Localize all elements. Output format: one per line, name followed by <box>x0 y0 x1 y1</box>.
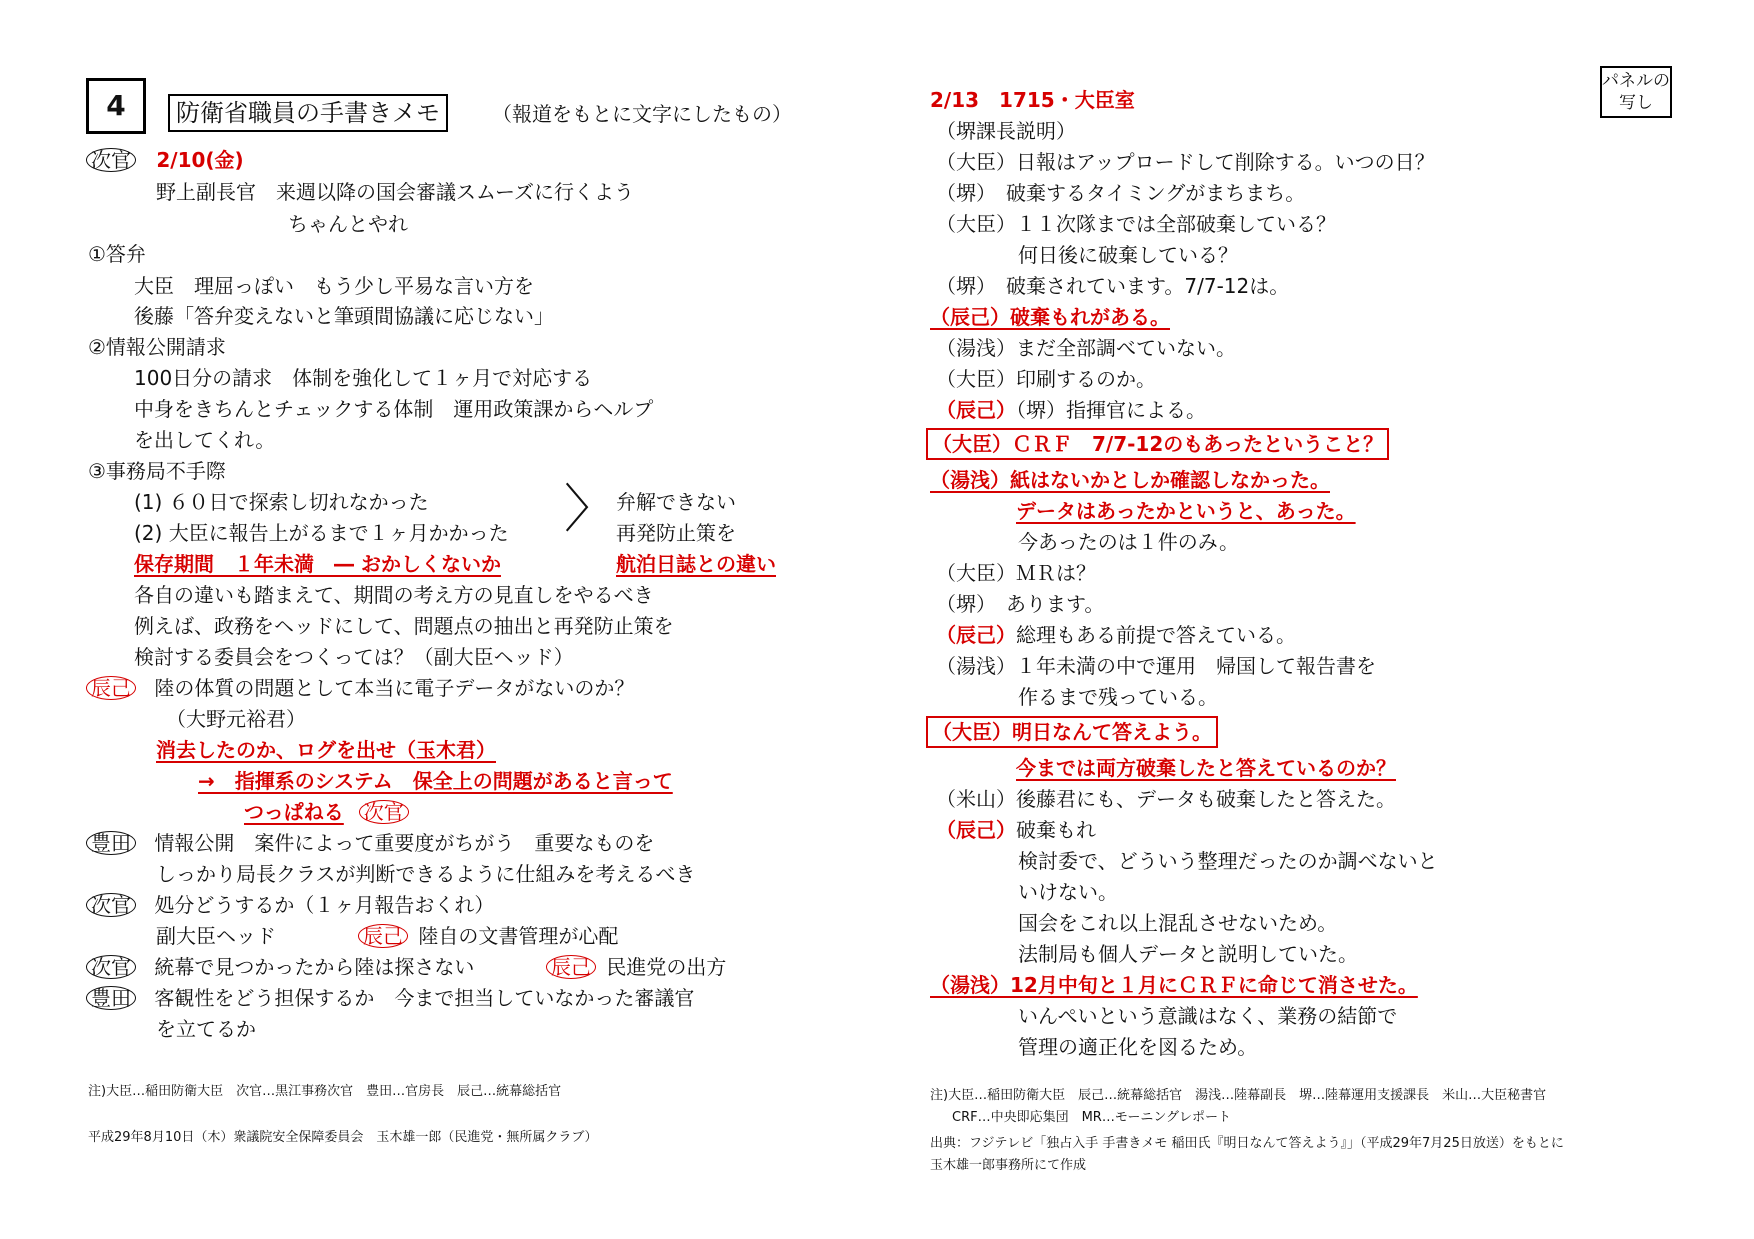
speaker-tatsumi: （辰己） <box>936 398 1016 422</box>
memo-line: (1) ６０日で探索し切れなかった <box>134 490 429 514</box>
section-heading: ①答弁 <box>88 242 146 266</box>
memo-line: （湯浅）まだ全部調べていない。 <box>936 336 1236 360</box>
memo-line: （堺） 破棄されています。7/7-12は。 <box>936 274 1290 298</box>
source-footer: 平成29年8月10日（木）衆議院安全保障委員会 玉木雄一郎（民進党・無所属クラブ） <box>88 1130 598 1145</box>
speaker-toyoda: 豊田 <box>86 831 136 855</box>
date-line <box>86 146 244 174</box>
memo-line: 野上副長官 来週以降の国会審議スムーズに行くよう <box>156 180 634 204</box>
speaker-tatsumi: 辰己 <box>358 924 408 948</box>
source-footer: 玉木雄一郎事務所にて作成 <box>930 1158 1087 1173</box>
memo-line: 検討委で、どういう整理だったのか調べないと <box>1018 849 1438 873</box>
memo-line: （堺課長説明） <box>936 119 1076 143</box>
memo-entry <box>86 674 634 702</box>
red-note: （辰己）破棄もれがある。 <box>930 305 1170 329</box>
memo-line: を立てるか <box>156 1017 256 1041</box>
memo-line: 副大臣ヘッド <box>156 924 276 948</box>
red-note: （湯浅）12月中旬と１月にＣＲＦに命じて消させた。 <box>930 973 1418 997</box>
memo-text: 情報公開 案件によって重要度がちがう 重要なものを <box>154 831 655 855</box>
memo-date: 2/13 1715・大臣室 <box>930 88 1135 112</box>
memo-line: （大臣）印刷するのか。 <box>936 367 1156 391</box>
memo-text: 処分どうするか（１ヶ月報告おくれ） <box>154 893 495 917</box>
page-number: 4 <box>86 78 146 134</box>
memo-line: 再発防止策を <box>616 521 736 545</box>
memo-line: 大臣 理屈っぽい もう少し平易な言い方を <box>134 274 534 298</box>
memo-line: 後藤「答弁変えないと筆頭間協議に応じない」 <box>134 304 554 328</box>
memo-line: （米山）後藤君にも、データも破棄したと答えた。 <box>936 787 1396 811</box>
memo-line: 作るまで残っている。 <box>1018 685 1218 709</box>
memo-line: 管理の適正化を図るため。 <box>1018 1035 1258 1059</box>
memo-line <box>936 621 1296 649</box>
section-heading: ②情報公開請求 <box>88 335 226 359</box>
red-note <box>244 798 409 826</box>
red-note-text: つっぱねる <box>244 800 344 824</box>
memo-entry <box>546 953 726 981</box>
red-note: 消去したのか、ログを出せ（玉木君） <box>156 738 496 762</box>
memo-line: （大野元裕君） <box>166 707 306 731</box>
speaker-tatsumi: （辰己） <box>936 818 1016 842</box>
memo-line: 法制局も個人データと説明していた。 <box>1018 942 1358 966</box>
speaker-jikan: 次官 <box>86 955 136 979</box>
memo-line: 今あったのは１件のみ。 <box>1018 530 1239 554</box>
memo-line: 何日後に破棄している？ <box>1018 243 1238 267</box>
speaker-toyoda: 豊田 <box>86 986 136 1010</box>
red-note: 今までは両方破棄したと答えているのか？ <box>1016 756 1396 780</box>
memo-line: いんぺいという意識はなく、業務の結節で <box>1018 1004 1398 1028</box>
speaker-tatsumi: 辰己 <box>546 955 596 979</box>
memo-text: 陸の体質の問題として本当に電子データがないのか？ <box>154 676 635 700</box>
memo-text: 統幕で見つかったから陸は探さない <box>154 955 475 979</box>
memo-line: 弁解できない <box>616 490 736 514</box>
abbrev-note: CRF…中央即応集団 MR…モーニングレポート <box>952 1110 1232 1125</box>
memo-date: 2/10(金) <box>156 148 244 172</box>
memo-entry <box>86 829 654 857</box>
memo-line: 検討する委員会をつくっては？（副大臣ヘッド） <box>134 645 574 669</box>
red-note: → 指揮系のシステム 保全上の問題があると言って <box>198 769 673 793</box>
document-title: 防衛省職員の手書きメモ <box>168 94 448 132</box>
memo-line <box>936 816 1096 844</box>
memo-line: 国会をこれ以上混乱させないため。 <box>1018 911 1338 935</box>
memo-line: （堺） あります。 <box>936 592 1105 616</box>
memo-line: （大臣）ＭＲは？ <box>936 561 1096 585</box>
red-note: 航泊日誌との違い <box>616 552 776 576</box>
boxed-red-note: （大臣）ＣＲＦ 7/7-12のもあったということ？ <box>926 428 1389 460</box>
memo-entry <box>86 984 694 1012</box>
speaker-jikan: 次官 <box>359 800 409 824</box>
panel-label: パネルの写し <box>1600 66 1672 118</box>
speaker-tatsumi: 辰己 <box>86 676 136 700</box>
abbrev-note: 注)大臣…稲田防衛大臣 辰己…統幕総括官 湯浅…陸幕副長 堺…陸幕運用支援課長 米山…大臣秘書官 <box>930 1088 1547 1103</box>
chevron-right-icon: 〉 <box>564 480 617 540</box>
boxed-red-note: （大臣）明日なんて答えよう。 <box>926 716 1218 748</box>
memo-entry <box>86 891 494 919</box>
red-note: （湯浅）紙はないかとしか確認しなかった。 <box>930 468 1330 492</box>
source-footer: 出典：フジテレビ「独占入手 手書きメモ 稲田氏『明日なんて答えよう』」（平成29年7月25日放送）をもとに <box>930 1136 1564 1151</box>
memo-entry <box>358 922 618 950</box>
memo-text: （堺）指揮官による。 <box>1016 398 1206 422</box>
memo-line: （大臣）日報はアップロードして削除する。いつの日？ <box>936 150 1435 174</box>
speaker-tatsumi: （辰己） <box>936 623 1016 647</box>
memo-text: 総理もある前提で答えている。 <box>1016 623 1296 647</box>
memo-text: 民進党の出方 <box>606 955 727 979</box>
speaker-jikan: 次官 <box>86 148 136 172</box>
memo-line: (2) 大臣に報告上がるまで１ヶ月かかった <box>134 521 509 545</box>
red-note: 保存期間 １年未満 ― おかしくないか <box>134 552 501 576</box>
memo-line: ちゃんとやれ <box>288 212 408 236</box>
section-heading: ③事務局不手際 <box>88 459 226 483</box>
red-note: データはあったかというと、あった。 <box>1016 499 1356 523</box>
memo-line: 各自の違いも踏まえて、期間の考え方の見直しをやるべき <box>134 583 654 607</box>
memo-text: 客観性をどう担保するか 今まで担当していなかった審議官 <box>154 986 695 1010</box>
memo-line: 100日分の請求 体制を強化して１ヶ月で対応する <box>134 366 593 390</box>
speaker-jikan: 次官 <box>86 893 136 917</box>
memo-line: （堺） 破棄するタイミングがまちまち。 <box>936 181 1306 205</box>
memo-line: しっかり局長クラスが判断できるように仕組みを考えるべき <box>156 862 696 886</box>
memo-line: を出してくれ。 <box>134 428 276 452</box>
memo-line <box>936 396 1206 424</box>
memo-line: （湯浅）１年未満の中で運用 帰国して報告書を <box>936 654 1376 678</box>
document-subtitle: （報道をもとに文字にしたもの） <box>492 102 792 126</box>
memo-entry <box>86 953 474 981</box>
memo-line: 中身をきちんとチェックする体制 運用政策課からヘルプ <box>134 397 654 421</box>
memo-line: いけない。 <box>1018 880 1118 904</box>
abbrev-note: 注)大臣…稲田防衛大臣 次官…黒江事務次官 豊田…官房長 辰己…統幕総括官 <box>88 1084 562 1099</box>
memo-line: （大臣）１１次隊までは全部破棄している？ <box>936 212 1336 236</box>
memo-text: 破棄もれ <box>1016 818 1096 842</box>
memo-line: 例えば、政務をヘッドにして、問題点の抽出と再発防止策を <box>134 614 674 638</box>
memo-text: 陸自の文書管理が心配 <box>418 924 619 948</box>
